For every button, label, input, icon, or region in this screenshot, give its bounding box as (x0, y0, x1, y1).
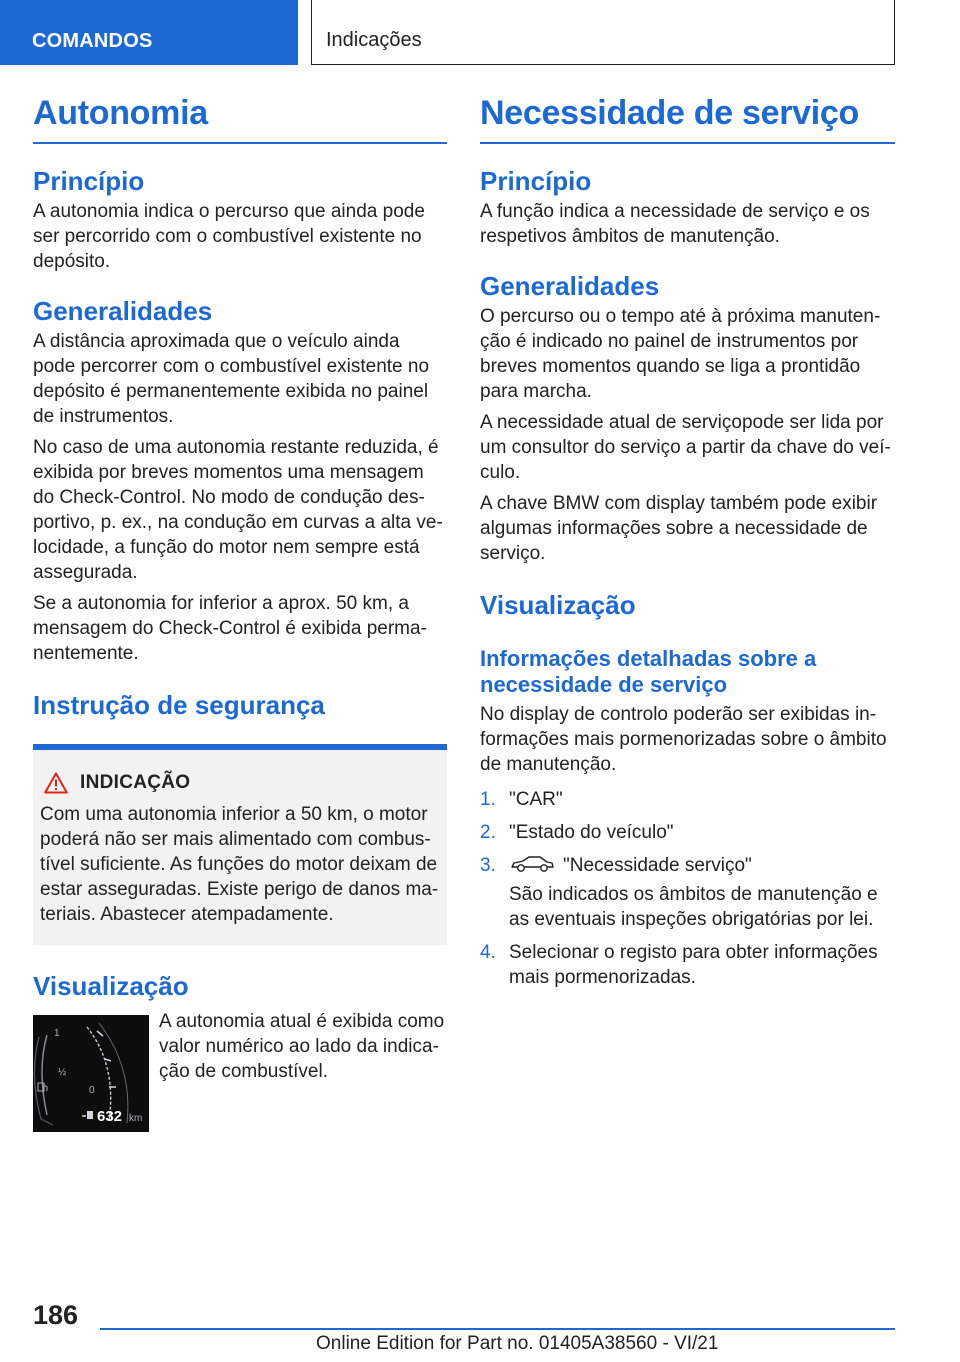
chapter-box (311, 0, 895, 65)
section-tab: COMANDOS (0, 0, 298, 65)
principle-text: A autonomia indica o percurso que ainda pode ser percorrido com o combustível existente no depósito. (33, 201, 425, 272)
general-paragraph: O percurso ou o tempo até à próxima manutenção é indicado no painel de instrumentos por breves momentos quando se liga a prontidão para marcha. (480, 306, 881, 402)
step-text: Selecionar o registo para obter informações mais pormenorizadas. (509, 942, 878, 988)
note-text: Com uma autonomia inferior a 50 km, o motor poderá não ser mais alimentado com combustível suficiente. As funções do motor deixam de estar asseguradas. Existe perigo de danos materiais. Abastecer atempadamente. (40, 804, 439, 925)
step-text: "Necessidade serviço" (563, 855, 752, 876)
display-text-block (159, 1009, 447, 1132)
display-text: A autonomia atual é exibida como valor numérico ao lado da indicação de combustível. (159, 1011, 445, 1082)
step-number: 1. (480, 789, 496, 810)
page-number: 186 (33, 1300, 79, 1330)
general-paragraph: A chave BMW com display também pode exibir algumas informações sobre a necessidade de serviço. (480, 493, 878, 564)
note-title: INDICAÇÃO (80, 772, 191, 793)
range-unit: km (129, 1113, 143, 1124)
note-header (40, 772, 439, 794)
right-column (480, 95, 895, 998)
general-paragraph: A necessidade atual de serviçopode ser lida por um consultor do serviço a partir da chave do veículo. (480, 412, 891, 483)
step-text: "CAR" (509, 789, 563, 810)
general-paragraph: Se a autonomia for inferior a aprox. 50 km, a mensagem do Check-Control é exibida permanentemente. (33, 593, 427, 664)
principle-heading: Princípio (33, 166, 145, 196)
general-paragraph: A distância aproximada que o veículo ainda pode percorrer com o combustível existente no depósito é permanentemente exibida no painel de instrumentos. (33, 331, 430, 427)
footer-divider (100, 1328, 895, 1330)
principle-text: A função indica a necessidade de serviço e os respetivos âmbitos de manutenção. (480, 201, 870, 247)
list-item (480, 940, 895, 990)
list-item (480, 853, 895, 932)
list-item (480, 787, 895, 812)
step-number: 2. (480, 822, 496, 843)
display-heading: Visualização (33, 971, 189, 1001)
chapter-title: Indicações (326, 29, 422, 51)
step-subtext: São indicados os âmbitos de manutenção e as eventuais inspeções obrigatórias por lei. (509, 884, 878, 930)
principle-heading: Princípio (480, 166, 592, 196)
warning-icon (44, 772, 68, 794)
detail-text: No display de controlo poderão ser exibidas informações mais pormenorizadas sobre o âmbito de manutenção. (480, 704, 887, 775)
list-item (480, 820, 895, 845)
service-title: Necessidade de serviço (480, 95, 895, 144)
step-text: "Estado do veículo" (509, 822, 674, 843)
left-column (33, 95, 447, 1132)
gauge-mark-empty: 0 (89, 1085, 95, 1096)
step-number: 3. (480, 855, 496, 876)
fuel-gauge-image (33, 1015, 149, 1132)
note-box (33, 744, 447, 945)
gauge-mark-full: 1 (54, 1028, 60, 1039)
edition-footer: Online Edition for Part no. 01405A38560 - VI/21 (316, 1333, 719, 1354)
general-heading: Generalidades (33, 296, 213, 326)
steps-list (480, 787, 895, 990)
general-heading: Generalidades (480, 271, 660, 301)
car-service-icon (509, 855, 555, 873)
autonomia-title: Autonomia (33, 95, 447, 144)
gauge-mark-half: ½ (58, 1067, 67, 1078)
step-number: 4. (480, 942, 496, 963)
general-paragraph: No caso de uma autonomia restante reduzida, é exibida por breves momentos uma mensagem do Check-Control. No modo de condução desportivo, p. ex., na condução em curvas a alta velocidade, a função do motor nem sempre está assegurada. (33, 437, 443, 583)
range-value: 632 (97, 1108, 123, 1125)
safety-heading: Instrução de segurança (33, 690, 325, 720)
detail-heading: Informações detalhadas sobre a necessidade de serviço (480, 646, 817, 697)
display-row (33, 1009, 447, 1132)
display-heading: Visualização (480, 590, 636, 620)
